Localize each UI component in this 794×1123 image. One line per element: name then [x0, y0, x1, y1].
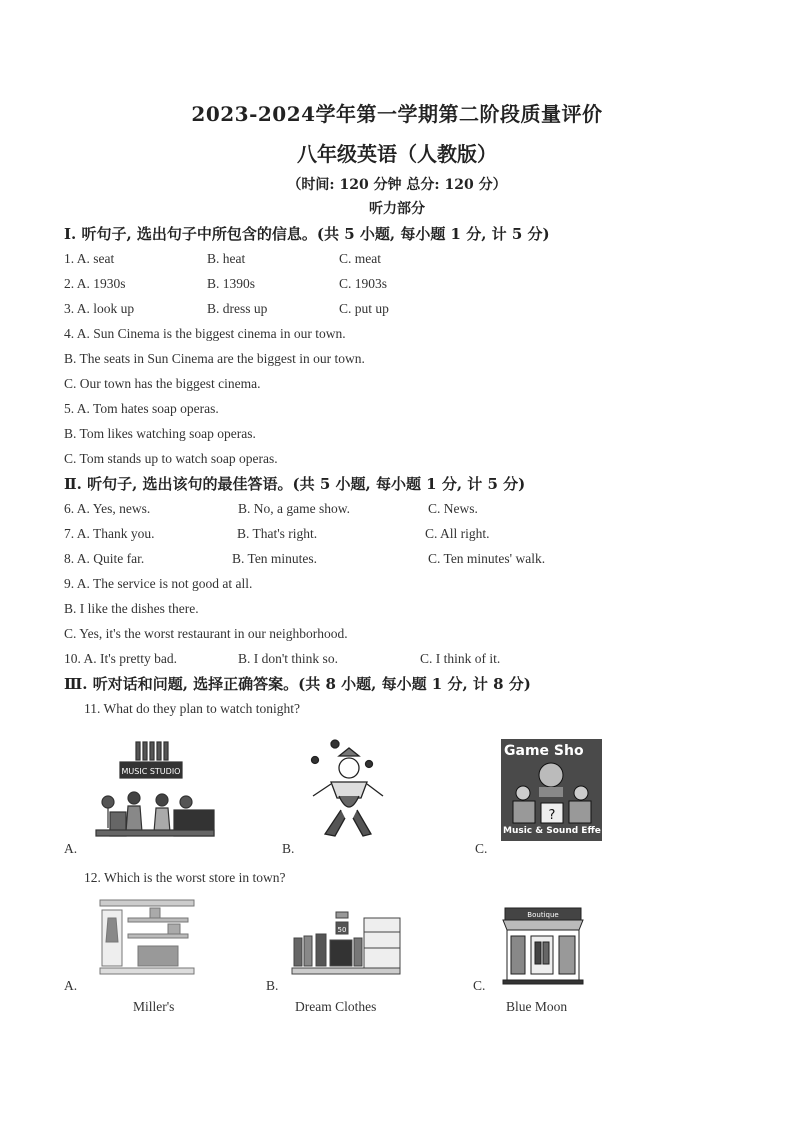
- q12-label-a: A.: [64, 978, 78, 993]
- q5-option-c: C. Tom stands up to watch soap operas.: [64, 451, 278, 466]
- time-info: （时间: 120 分钟 总分: 120 分）: [287, 177, 507, 193]
- q11-label-a: A.: [64, 841, 78, 856]
- dream-clothes-sale-tag: 50: [337, 926, 347, 934]
- q2-option-c: C. 1903s: [339, 276, 388, 291]
- q12-label-c: C.: [473, 978, 486, 993]
- store-name-dream-clothes: Dream Clothes: [295, 999, 377, 1014]
- dream-clothes-store-image: [290, 908, 402, 978]
- q7-option-a: 7. A. Thank you.: [64, 526, 155, 541]
- section-2-heading: Ⅱ. 听句子, 选出该句的最佳答语。(共 5 小题, 每小题 1 分, 计 5 分): [64, 475, 526, 493]
- q3-option-c: C. put up: [339, 301, 389, 316]
- q12-question: 12. Which is the worst store in town?: [84, 870, 286, 885]
- q3-option-b: B. dress up: [207, 301, 268, 316]
- q5-option-b: B. Tom likes watching soap operas.: [64, 426, 256, 441]
- q2-option-b: B. 1390s: [207, 276, 256, 291]
- q9-option-c: C. Yes, it's the worst restaurant in our neighborhood.: [64, 626, 348, 641]
- q8-option-a: 8. A. Quite far.: [64, 551, 145, 566]
- q6-option-b: B. No, a game show.: [238, 501, 350, 516]
- game-show-poster-caption: Music & Sound Effe: [503, 826, 601, 836]
- q11-question: 11. What do they plan to watch tonight?: [84, 701, 300, 716]
- music-studio-sign: MUSIC STUDIO: [121, 767, 181, 776]
- game-show-poster-title: Game Sho: [504, 743, 584, 759]
- q6-option-c: C. News.: [428, 501, 478, 516]
- boutique-sign: Boutique: [527, 911, 559, 919]
- q8-option-b: B. Ten minutes.: [232, 551, 318, 566]
- q10-option-b: B. I don't think so.: [238, 651, 338, 666]
- q7-option-b: B. That's right.: [237, 526, 318, 541]
- page-title: 2023-2024学年第一学期第二阶段质量评价: [191, 102, 603, 126]
- music-studio-image: [90, 740, 220, 840]
- part-name: 听力部分: [369, 201, 425, 217]
- store-name-blue-moon: Blue Moon: [506, 999, 568, 1014]
- game-show-hosts-icon: [501, 759, 602, 825]
- q7-option-c: C. All right.: [425, 526, 490, 541]
- q1-option-b: B. heat: [207, 251, 246, 266]
- q5-option-a: 5. A. Tom hates soap operas.: [64, 401, 219, 416]
- q11-label-b: B.: [282, 841, 295, 856]
- q9-option-b: B. I like the dishes there.: [64, 601, 199, 616]
- game-show-poster: [501, 739, 602, 841]
- q9-option-a: 9. A. The service is not good at all.: [64, 576, 253, 591]
- q4-option-c: C. Our town has the biggest cinema.: [64, 376, 261, 391]
- q10-option-c: C. I think of it.: [420, 651, 501, 666]
- millers-store-image: [98, 898, 196, 978]
- section-1-heading: Ⅰ. 听句子, 选出句子中所包含的信息。(共 5 小题, 每小题 1 分, 计 5 分): [64, 225, 550, 243]
- q4-option-a: 4. A. Sun Cinema is the biggest cinema in our town.: [64, 326, 346, 341]
- page-subtitle: 八年级英语（人教版）: [297, 142, 497, 166]
- q12-label-b: B.: [266, 978, 279, 993]
- q10-option-a: 10. A. It's pretty bad.: [64, 651, 178, 666]
- clown-juggler-image: [305, 738, 390, 843]
- svg-text:?: ?: [548, 808, 556, 823]
- q3-option-a: 3. A. look up: [64, 301, 135, 316]
- q2-option-a: 2. A. 1930s: [64, 276, 126, 291]
- q11-label-c: C.: [475, 841, 488, 856]
- q1-option-a: 1. A. seat: [64, 251, 115, 266]
- section-3-heading: Ⅲ. 听对话和问题, 选择正确答案。(共 8 小题, 每小题 1 分, 计 8 分): [64, 675, 531, 693]
- blue-moon-boutique-image: [501, 906, 585, 986]
- q1-option-c: C. meat: [339, 251, 381, 266]
- q4-option-b: B. The seats in Sun Cinema are the biggest in our town.: [64, 351, 365, 366]
- q6-option-a: 6. A. Yes, news.: [64, 501, 151, 516]
- q8-option-c: C. Ten minutes' walk.: [428, 551, 546, 566]
- store-name-millers: Miller's: [133, 999, 175, 1014]
